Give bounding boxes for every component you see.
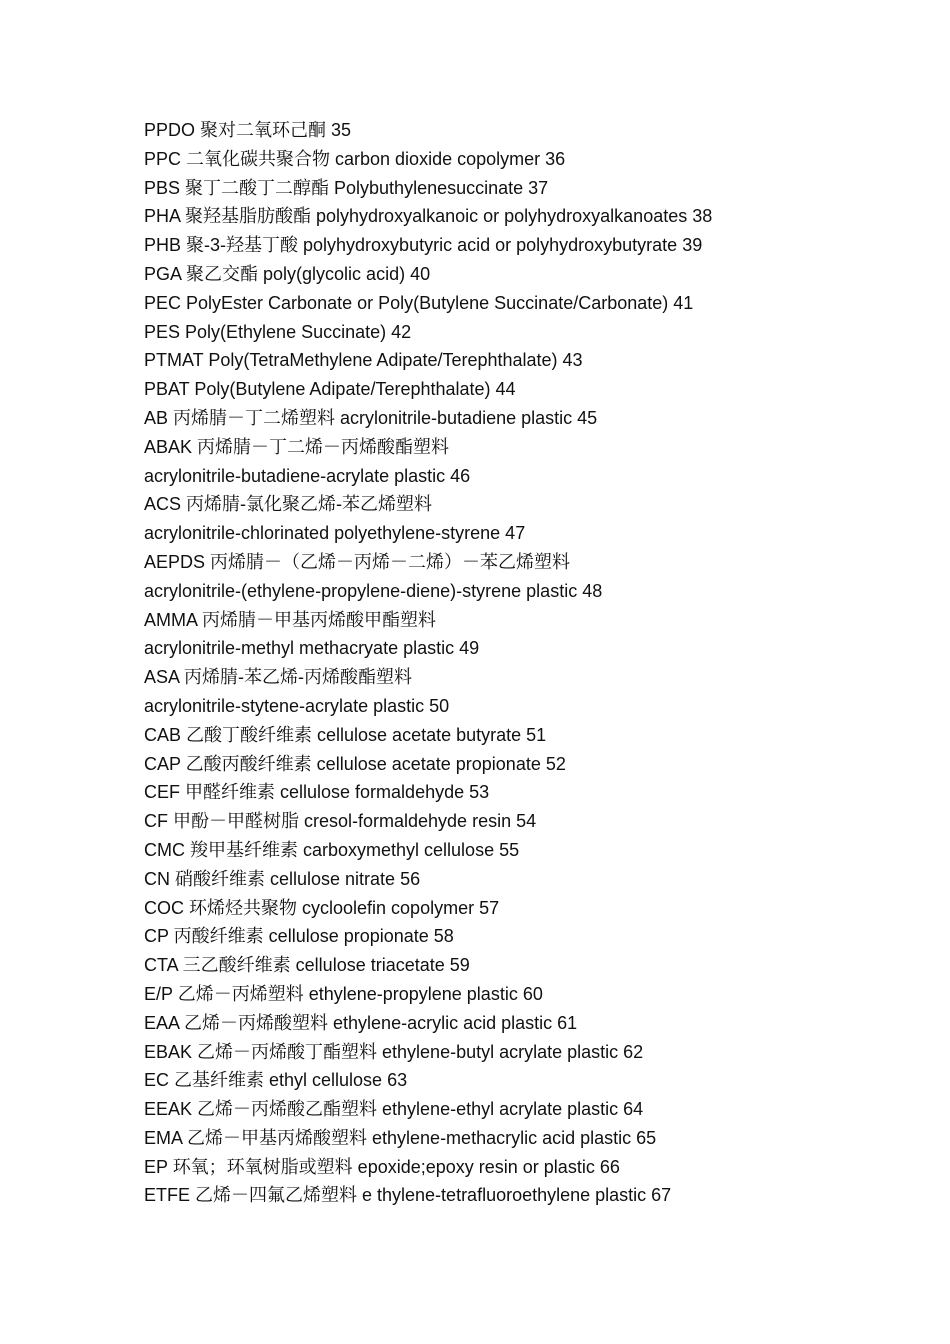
text-line: ASA 丙烯腈-苯乙烯-丙烯酸酯塑料 xyxy=(144,667,413,688)
text-line: ABAK 丙烯腈－丁二烯－丙烯酸酯塑料 xyxy=(144,436,450,457)
text-line: COC 环烯烃共聚物 cycloolefin copolymer 57 xyxy=(144,897,500,918)
text-line: CMC 羧甲基纤维素 carboxymethyl cellulose 55 xyxy=(144,839,520,860)
text-line: CF 甲酚－甲醛树脂 cresol-formaldehyde resin 54 xyxy=(144,811,537,832)
text-line: AMMA 丙烯腈－甲基丙烯酸甲酯塑料 xyxy=(144,609,437,630)
text-line: CTA 三乙酸纤维素 cellulose triacetate 59 xyxy=(144,955,470,976)
text-line: EEAK 乙烯－丙烯酸乙酯塑料 ethylene-ethyl acrylate plastic 64 xyxy=(144,1099,644,1120)
text-line: EC 乙基纤维素 ethyl cellulose 63 xyxy=(144,1070,408,1091)
text-line: acrylonitrile-stytene-acrylate plastic 50 xyxy=(144,695,450,716)
text-line: PHA 聚羟基脂肪酸酯 polyhydroxyalkanoic or polyhydroxyalkanoates 38 xyxy=(144,206,713,227)
text-line: AB 丙烯腈－丁二烯塑料 acrylonitrile-butadiene plastic 45 xyxy=(144,407,598,428)
text-line: EBAK 乙烯－丙烯酸丁酯塑料 ethylene-butyl acrylate plastic 62 xyxy=(144,1041,644,1062)
text-line: PEC PolyEster Carbonate or Poly(Butylene Succinate/Carbonate) 41 xyxy=(144,292,694,313)
text-line: acrylonitrile-chlorinated polyethylene-styrene 47 xyxy=(144,523,526,544)
text-line: CAB 乙酸丁酸纤维素 cellulose acetate butyrate 51 xyxy=(144,724,547,745)
text-line: PBS 聚丁二酸丁二醇酯 Polybuthylenesuccinate 37 xyxy=(144,177,549,198)
text-line: CN 硝酸纤维素 cellulose nitrate 56 xyxy=(144,868,421,889)
text-line: acrylonitrile-(ethylene-propylene-diene)-styrene plastic 48 xyxy=(144,580,603,601)
text-line: EAA 乙烯－丙烯酸塑料 ethylene-acrylic acid plastic 61 xyxy=(144,1012,578,1033)
text-line: AEPDS 丙烯腈－（乙烯－丙烯－二烯）－苯乙烯塑料 xyxy=(144,551,571,572)
document-body xyxy=(144,116,924,1210)
text-line: PPC 二氧化碳共聚合物 carbon dioxide copolymer 36 xyxy=(144,148,566,169)
text-line: EMA 乙烯－甲基丙烯酸塑料 ethylene-methacrylic acid plastic 65 xyxy=(144,1127,657,1148)
text-line: acrylonitrile-butadiene-acrylate plastic 46 xyxy=(144,465,471,486)
text-line: EP 环氧；环氧树脂或塑料 epoxide;epoxy resin or plastic 66 xyxy=(144,1156,620,1177)
text-line: PPDO 聚对二氧环己酮 35 xyxy=(144,120,352,140)
text-line: PHB 聚-3-羟基丁酸 polyhydroxybutyric acid or polyhydroxybutyrate 39 xyxy=(144,235,703,256)
text-line: PGA 聚乙交酯 poly(glycolic acid) 40 xyxy=(144,263,431,284)
text-line: CEF 甲醛纤维素 cellulose formaldehyde 53 xyxy=(144,782,490,803)
text-line: CAP 乙酸丙酸纤维素 cellulose acetate propionate 52 xyxy=(144,753,566,774)
text-line: CP 丙酸纤维素 cellulose propionate 58 xyxy=(144,926,454,947)
text-line: ETFE 乙烯－四氟乙烯塑料 e thylene-tetrafluoroethylene plastic 67 xyxy=(144,1185,672,1206)
text-line: PES Poly(Ethylene Succinate) 42 xyxy=(144,321,412,342)
text-line: acrylonitrile-methyl methacryate plastic 49 xyxy=(144,638,480,659)
text-line: PBAT Poly(Butylene Adipate/Terephthalate) 44 xyxy=(144,379,516,400)
text-line: PTMAT Poly(TetraMethylene Adipate/Terephthalate) 43 xyxy=(144,350,583,371)
text-line: ACS 丙烯腈-氯化聚乙烯-苯乙烯塑料 xyxy=(144,494,432,515)
text-line: E/P 乙烯－丙烯塑料 ethylene-propylene plastic 60 xyxy=(144,983,543,1004)
